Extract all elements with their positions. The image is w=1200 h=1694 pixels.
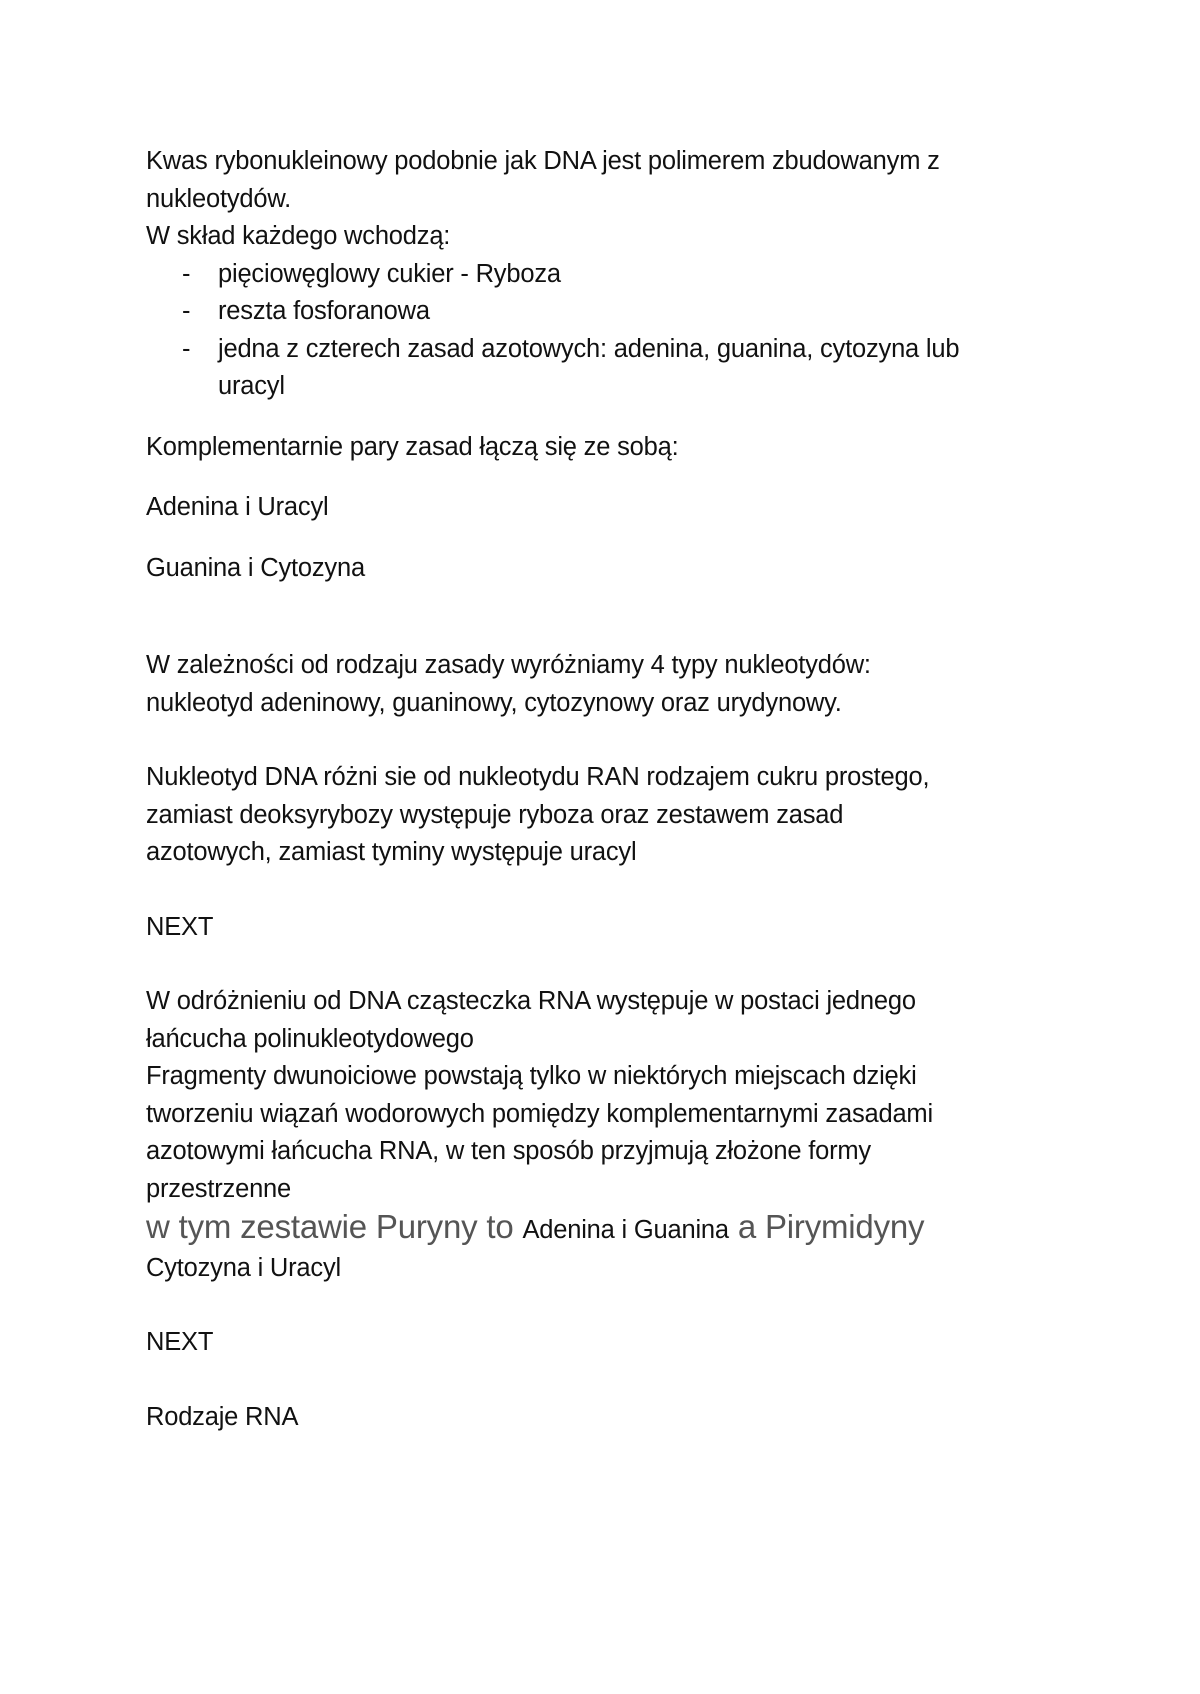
- list-item-text: pięciowęglowy cukier - Ryboza: [218, 259, 561, 288]
- structure-line-2: łańcucha polinukleotydowego: [146, 1024, 474, 1053]
- list-dash: -: [182, 259, 191, 288]
- list-item: [146, 256, 1086, 294]
- pair-guanine-cytosine: Guanina i Cytozyna: [146, 553, 365, 582]
- structure-line-1: W odróżnieniu od DNA cząsteczka RNA występuje w postaci jednego: [146, 987, 916, 1015]
- difference-line-3: azotowych, zamiast tyminy występuje uracyl: [146, 838, 637, 866]
- structure-line-6: przestrzenne: [146, 1174, 292, 1203]
- difference-paragraph: [146, 759, 1086, 872]
- rna-types-heading: Rodzaje RNA: [146, 1402, 299, 1431]
- bases-part-1: w tym zestawie Puryny to: [146, 1208, 523, 1245]
- structure-line-5: azotowymi łańcucha RNA, w ten sposób przyjmują złożone formy: [146, 1137, 871, 1165]
- intro-line-2: nukleotydów.: [146, 184, 292, 213]
- components-list: [146, 256, 1086, 406]
- list-item-text: jedna z czterech zasad azotowych: adenina, guanina, cytozyna lub: [218, 334, 960, 363]
- list-dash: -: [182, 334, 191, 363]
- nucleotide-types-paragraph: [146, 647, 1086, 722]
- types-line-1: W zależności od rodzaju zasady wyróżniamy 4 typy nukleotydów:: [146, 651, 871, 679]
- list-item-text: uracyl: [218, 372, 285, 400]
- difference-line-2: zamiast deoksyrybozy występuje ryboza oraz zestawem zasad: [146, 800, 844, 829]
- pairs-heading: Komplementarnie pary zasad łączą się ze sobą:: [146, 432, 679, 461]
- next-marker-1: NEXT: [146, 912, 214, 941]
- difference-line-1: Nukleotyd DNA różni sie od nukleotydu RAN rodzajem cukru prostego,: [146, 763, 930, 791]
- structure-line-3: Fragmenty dwunoiciowe powstają tylko w niektórych miejscach dzięki: [146, 1062, 917, 1090]
- types-line-2: nukleotyd adeninowy, guaninowy, cytozynowy oraz urydynowy.: [146, 688, 842, 717]
- intro-line-1: Kwas rybonukleinowy podobnie jak DNA jest polimerem zbudowanym z: [146, 147, 940, 175]
- list-dash: -: [182, 297, 191, 325]
- structure-line-4: tworzeniu wiązań wodorowych pomiędzy komplementarnymi zasadami: [146, 1099, 933, 1128]
- list-item: [146, 293, 1086, 331]
- next-marker-2: NEXT: [146, 1328, 214, 1356]
- bases-line-2: Cytozyna i Uracyl: [146, 1253, 341, 1282]
- intro-paragraph: [146, 143, 1086, 256]
- list-item-text: reszta fosforanowa: [218, 297, 430, 325]
- bases-paragraph: [146, 1208, 1086, 1287]
- bases-line-1: [146, 1208, 1086, 1250]
- document-page: [146, 143, 1086, 1436]
- structure-paragraph: [146, 983, 1086, 1208]
- intro-line-3: W skład każdego wchodzą:: [146, 222, 451, 250]
- pair-adenine-uracil: Adenina i Uracyl: [146, 493, 329, 521]
- list-item: [146, 331, 1086, 406]
- bases-part-3: a Pirymidyny: [728, 1208, 925, 1245]
- bases-part-2: Adenina i Guanina: [522, 1216, 729, 1244]
